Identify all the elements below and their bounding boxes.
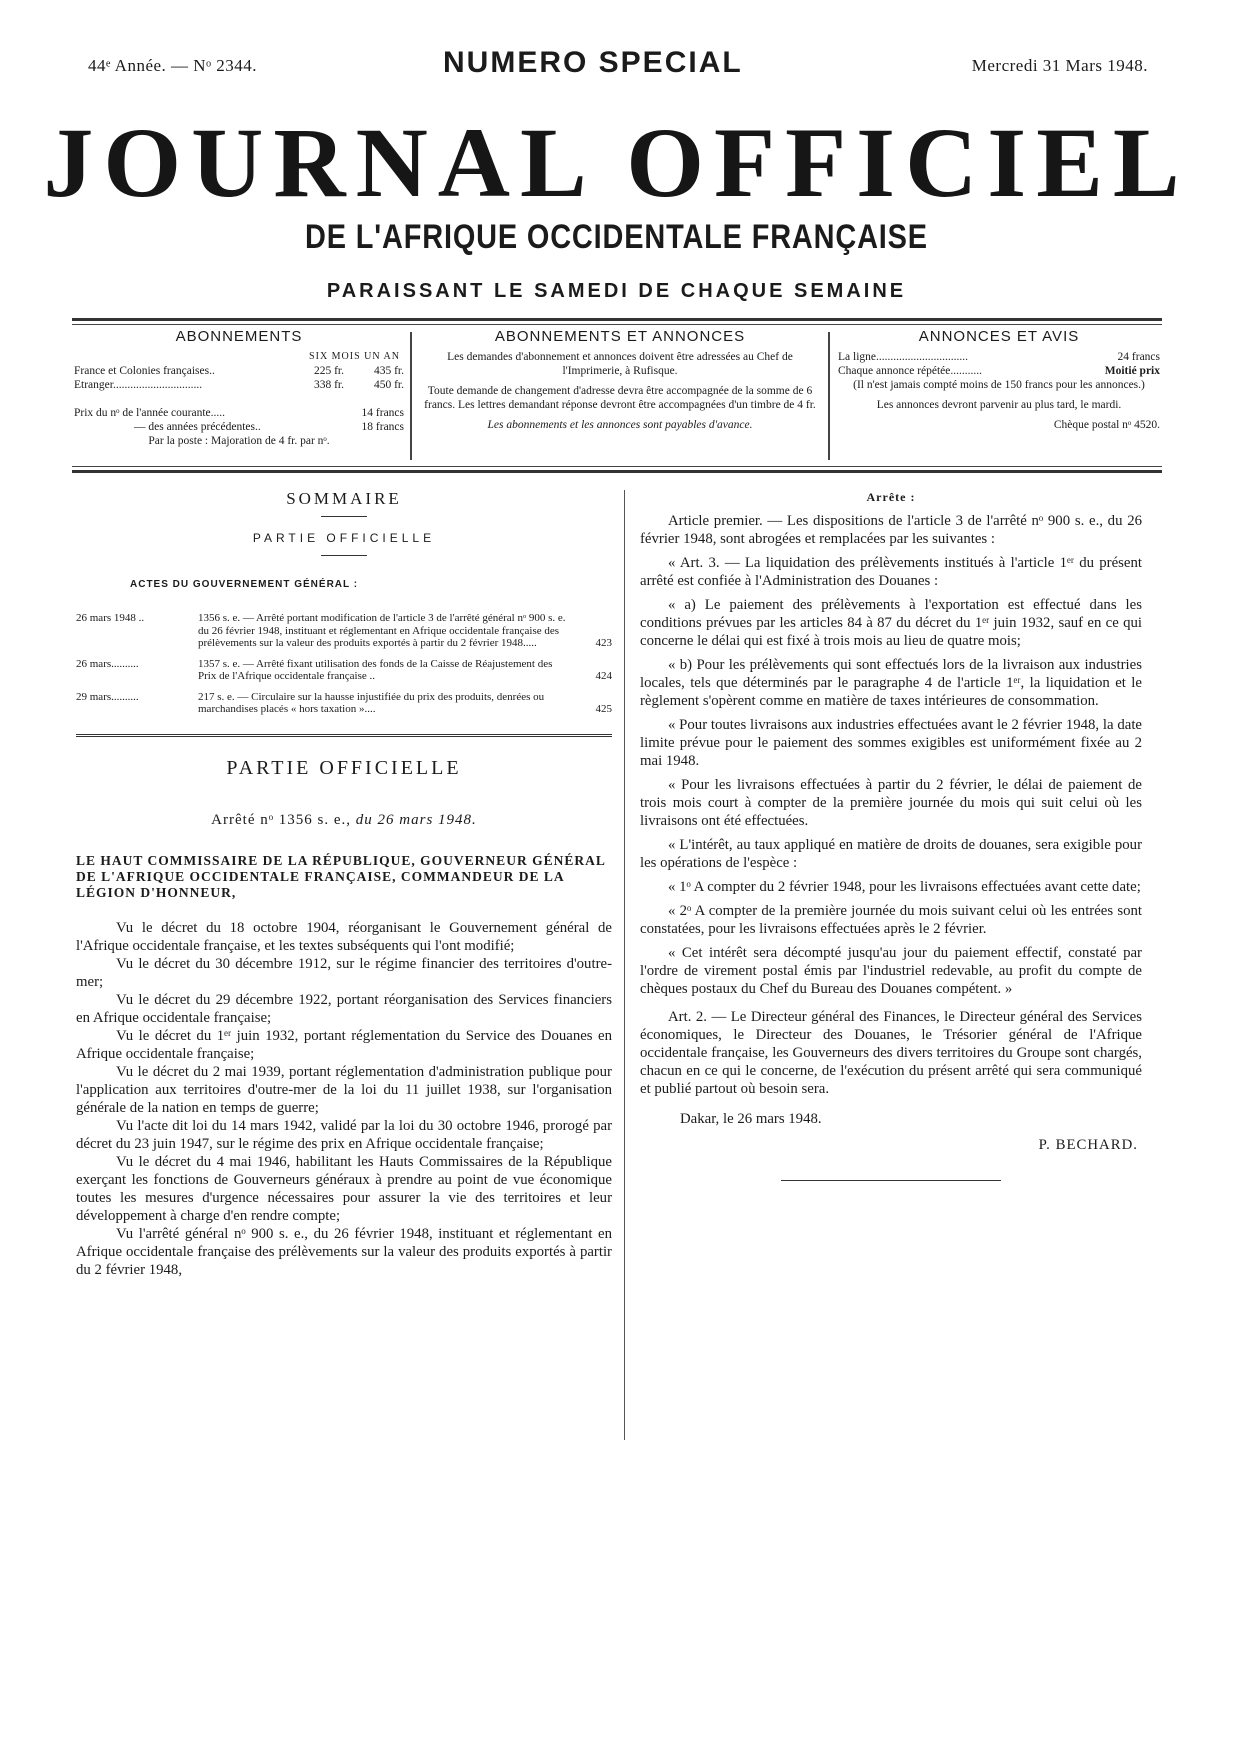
cheque-postal: Chèque postal nᵒ 4520. <box>1053 419 1160 431</box>
tarif-row <box>74 364 404 378</box>
ligne-label: La ligne................................ <box>838 351 968 363</box>
article-paragraph: « Cet intérêt sera décompté jusqu'au jour du paiement effectif, constaté par l'ordre de virement postal émis par l'industriel redevable, au profit du compte de chèques postaux du Chef du Bureau des Douanes compétent. » <box>640 945 1142 997</box>
abonnements-col-labels: SIX MOIS UN AN <box>309 351 400 362</box>
header-rule-top <box>72 318 1162 321</box>
prix-value: 14 francs <box>361 407 404 419</box>
vu-paragraph: Vu l'arrêté général nᵒ 900 s. e., du 26 février 1948, instituant et réglementant en Afrique occidentale française des prélèvements sur la valeur des produits exportés à partir du 2 février 1948, <box>76 1225 612 1278</box>
jamais-text: (Il n'est jamais compté moins de 150 francs pour les annonces.) <box>853 379 1145 391</box>
arrete-date: du 26 mars 1948. <box>355 811 477 828</box>
arrete-title <box>76 811 612 829</box>
article-paragraph: « 1ᵒ A compter du 2 février 1948, pour les livraisons effectuées avant cette date; <box>668 879 1141 895</box>
right-column <box>640 488 1142 1181</box>
vu-paragraph: Vu l'acte dit loi du 14 mars 1942, validé par la loi du 30 octobre 1946, prorogé par décret du 23 juin 1947, sur le régime des prix en Afrique occidentale française; <box>76 1117 612 1152</box>
annonces-avis-box <box>838 330 1160 460</box>
article-paragraph: « Art. 3. — La liquidation des prélèvements institués à l'article 1ᵉʳ du présent arrêté est confiée à l'Administration des Douanes : <box>640 555 1142 589</box>
repetee-row <box>838 364 1160 378</box>
end-rule <box>781 1180 1001 1181</box>
issue-date: Mercredi 31 Mars 1948. <box>971 56 1148 75</box>
header-rule-top-thin <box>72 324 1162 325</box>
vu-paragraph: Vu le décret du 2 mai 1939, portant réglementation d'administration publique pour l'application aux territoires d'outre-mer de la loi du 11 juillet 1938, sur l'organisation générale de la nation en temps de guerre; <box>76 1063 612 1116</box>
sommaire-title: SOMMAIRE <box>286 489 402 508</box>
abonnements-annonces-title: ABONNEMENTS ET ANNONCES <box>494 328 746 345</box>
column-separator <box>624 490 625 1440</box>
article-paragraph: « b) Pour les prélèvements qui sont effectués lors de la livraison aux industries locales, tels que déterminés par le paragraphe 4 de l'article 1ᵉʳ, la liquidation et le règlement s'opèrent comme en matière de taxes intérieures de consommation. <box>640 657 1142 709</box>
signature-name: P. BECHARD. <box>1038 1137 1138 1153</box>
sommaire-entry <box>76 691 612 716</box>
entry-page: 425 <box>595 703 612 715</box>
issue-line <box>88 44 1148 84</box>
payables-text: Les abonnements et les annonces sont payables d'avance. <box>487 419 753 431</box>
sommaire-entry <box>76 658 612 683</box>
vu-paragraph: Vu le décret du 18 octobre 1904, réorganisant le Gouvernement général de l'Afrique occidentale française, et les textes subséquents qui l'ont modifié; <box>76 919 612 954</box>
repetee-label: Chaque annonce répétée........... <box>838 365 983 377</box>
tarif-un-an: 450 fr. <box>373 379 404 391</box>
arrete-number: Arrêté nᵒ 1356 s. e., <box>211 811 352 828</box>
signature-date: Dakar, le 26 mars 1948. <box>680 1111 822 1127</box>
box-separator <box>828 332 830 460</box>
demandes-text: Les demandes d'abonnement et annonces doivent être adressées au Chef de l'Imprimerie, à Rufisque. <box>447 351 793 377</box>
changement-adresse-text: Toute demande de changement d'adresse devra être accompagnée de la somme de 6 francs. Les lettres demandant réponse devront être accompagnées d'un timbre de 4 fr. <box>424 385 816 411</box>
ligne-row <box>838 350 1160 364</box>
article-paragraph: « 2ᵒ A compter de la première journée du mois suivant celui où les entrées sont constatées, pour les livraisons effectuées après le 2 février. <box>640 903 1142 937</box>
entry-date: 26 mars 1948 .. <box>76 612 145 624</box>
tarif-label: France et Colonies françaises.. <box>74 365 215 377</box>
prix-label: Prix du nᵒ de l'année courante..... <box>74 407 226 419</box>
special-issue-label: NUMERO SPECIAL <box>443 46 743 79</box>
entry-date: 29 mars.......... <box>76 690 139 703</box>
entry-page: 424 <box>595 670 612 682</box>
masthead-tagline: PARAISSANT LE SAMEDI DE CHAQUE SEMAINE <box>326 280 907 302</box>
abonnements-title: ABONNEMENTS <box>175 328 303 345</box>
repetee-value: Moitié prix <box>1104 365 1160 377</box>
header-rule-bottom-thin <box>72 466 1162 467</box>
header-rule-bottom <box>72 470 1162 473</box>
haut-commissaire: LE HAUT COMMISSAIRE DE LA RÉPUBLIQUE, GOUVERNEUR GÉNÉRAL DE L'AFRIQUE OCCIDENTALE FRANÇAISE, COMMANDEUR DE LA LÉGION D'HONNEUR, <box>76 852 606 900</box>
masthead-subtitle: DE L'AFRIQUE OCCIDENTALE FRANÇAISE <box>305 218 928 256</box>
sommaire-partie-title: PARTIE OFFICIELLE <box>252 531 436 545</box>
arrete-heading: Arrête : <box>866 490 916 504</box>
partie-officielle-title: PARTIE OFFICIELLE <box>226 756 462 779</box>
article-paragraph: « Pour les livraisons effectuées à partir du 2 février, le délai de paiement de trois mois court à compter de la première journée du mois qui suit celui où les livraisons ont été effectuées. <box>640 777 1142 829</box>
vu-paragraph: Vu le décret du 1ᵉʳ juin 1932, portant réglementation du Service des Douanes en Afrique occidentale française; <box>76 1027 612 1062</box>
prix-row <box>74 406 404 420</box>
vu-paragraph: Vu le décret du 4 mai 1946, habilitant les Hauts Commissaires de la République exerçant les fonctions de Gouverneurs généraux à prendre au point de vue économique toutes les mesures d'urgence nécessaires pour assurer la vie des territoires et leur développement à charge d'en rendre compte; <box>76 1153 612 1224</box>
poste-majoration: Par la poste : Majoration de 4 fr. par nᵒ. <box>148 435 330 447</box>
actes-heading: ACTES DU GOUVERNEMENT GÉNÉRAL : <box>130 579 359 590</box>
entry-date: 26 mars.......... <box>76 657 139 670</box>
divider <box>321 516 367 517</box>
entry-page: 423 <box>595 637 612 649</box>
article-paragraph: « Pour toutes livraisons aux industries effectuées avant le 2 février 1948, la date limite prévue pour le paiement des sommes exigibles est uniformément fixée au 2 mai 1948. <box>640 717 1142 769</box>
sommaire-entry <box>76 612 612 650</box>
abonnements-annonces-box <box>420 330 820 460</box>
parvenir-text: Les annonces devront parvenir au plus tard, le mardi. <box>876 399 1122 411</box>
box-separator <box>410 332 412 460</box>
divider <box>321 555 367 556</box>
tarif-six-mois: 225 fr. <box>313 365 344 377</box>
article-paragraph: Art. 2. — Le Directeur général des Finances, le Directeur général des Services économiques, le Directeur des Douanes, le Trésorier général de l'Afrique occidentale française, les Gouverneurs des divers territoires du Groupe sont chargés, chacun en ce qui le concerne, de l'exécution du présent arrêté qui sera communiqué et publié partout où besoin sera. <box>640 1009 1142 1097</box>
issue-number: 44ᵉ Année. — Nᵒ 2344. <box>88 56 257 75</box>
entry-text: 217 s. e. — Circulaire sur la hausse injustifiée du prix des produits, denrées ou marchandises placés « hors taxation ».... <box>198 690 545 715</box>
masthead-title: JOURNAL OFFICIEL <box>43 107 1190 218</box>
tarif-six-mois: 338 fr. <box>313 379 344 391</box>
article-paragraph: « a) Le paiement des prélèvements à l'exportation est effectué dans les conditions prévues par les articles 84 à 87 du décret du 1ᵉʳ juin 1932, sauf en ce qui concerne le délai qui est fixé à trois mois au lieu de quatre mois; <box>640 597 1142 649</box>
annonces-avis-title: ANNONCES ET AVIS <box>918 328 1080 345</box>
vu-paragraph: Vu le décret du 29 décembre 1922, portant réorganisation des Services financiers en Afrique occidentale française; <box>76 991 612 1026</box>
entry-text: 1356 s. e. — Arrêté portant modification de l'article 3 de l'arrêté général nᵒ 900 s. e. du 26 février 1948, instituant et réglementant en Afrique occidentale française des prélèvements sur la valeur des produits exportés à partir du 2 février 1948..... <box>198 612 566 649</box>
left-column <box>76 488 612 1279</box>
section-divider <box>76 734 612 737</box>
article-paragraph: Article premier. — Les dispositions de l'article 3 de l'arrêté nᵒ 900 s. e., du 26 février 1948, sont abrogées et remplacées par les suivantes : <box>640 513 1142 547</box>
prix-row <box>74 420 404 434</box>
prix-label: — des années précédentes.. <box>134 421 261 433</box>
tarif-row <box>74 378 404 392</box>
vu-paragraph: Vu le décret du 30 décembre 1912, sur le régime financier des territoires d'outre-mer; <box>76 955 612 990</box>
tarif-un-an: 435 fr. <box>373 365 404 377</box>
prix-value: 18 francs <box>361 421 404 433</box>
article-paragraph: « L'intérêt, au taux appliqué en matière de droits de douanes, sera exigible pour les opérations de l'espèce : <box>640 837 1142 871</box>
entry-text: 1357 s. e. — Arrêté fixant utilisation des fonds de la Caisse de Réajustement des Prix de l'Afrique occidentale française .. <box>198 657 553 682</box>
tarif-label: Etranger............................... <box>74 379 203 391</box>
ligne-value: 24 francs <box>1117 351 1160 363</box>
abonnements-box <box>74 330 404 460</box>
